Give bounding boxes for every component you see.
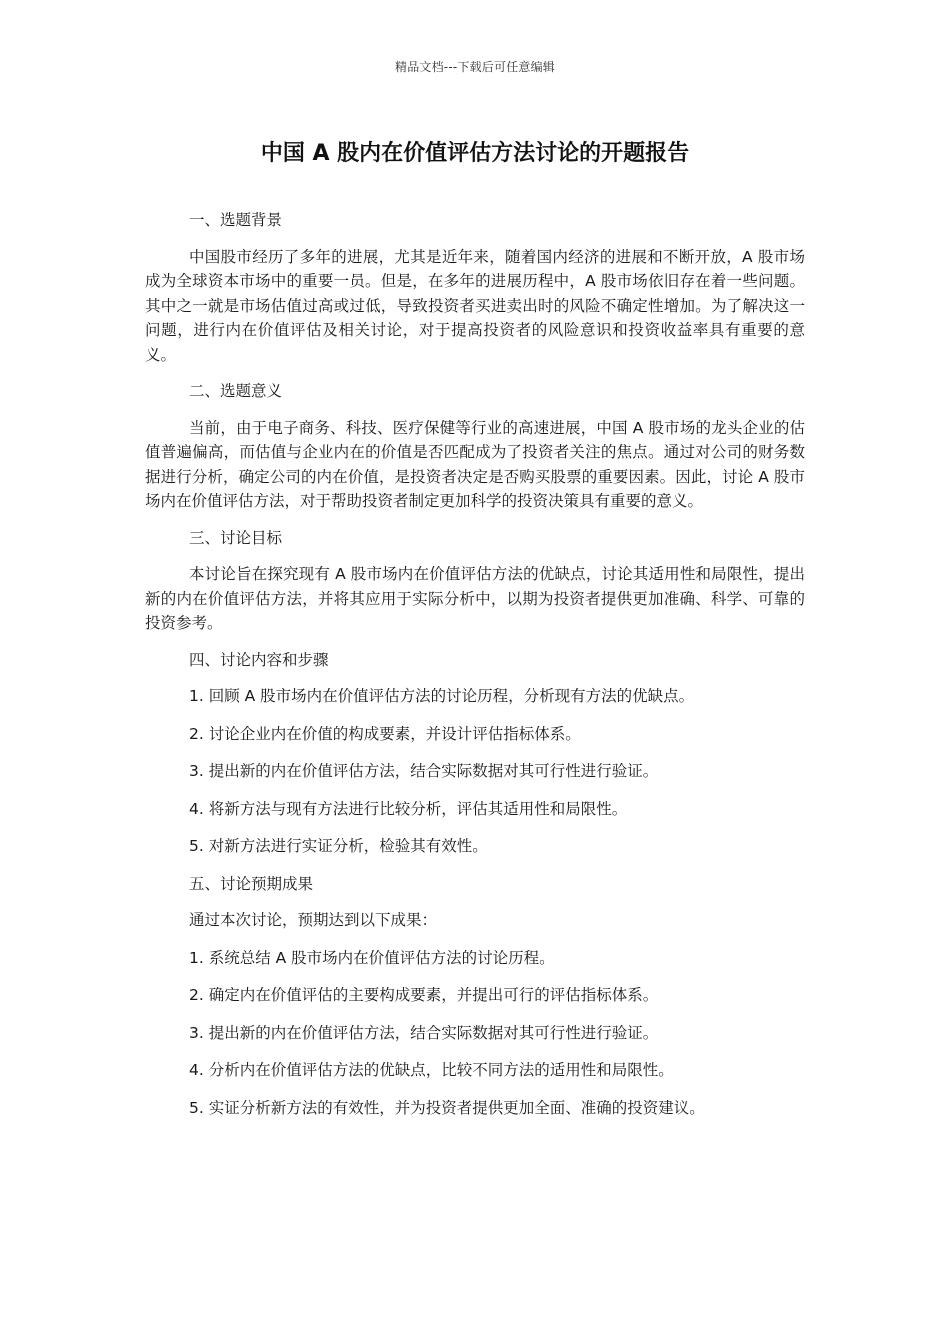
- section-heading-expected-results: 五、讨论预期成果: [189, 874, 314, 893]
- document-title: 中国 A 股内在价值评估方法讨论的开题报告: [260, 141, 690, 166]
- section-heading-significance: 二、选题意义: [189, 382, 283, 400]
- section-intro-expected-results: 通过本次讨论，预期达到以下成果：: [189, 911, 438, 929]
- list-item: 1. 回顾 A 股市场内在价值评估方法的讨论历程，分析现有方法的优缺点。: [189, 687, 695, 705]
- section-heading-background: 一、选题背景: [189, 211, 283, 229]
- list-item: 4. 分析内在价值评估方法的优缺点，比较不同方法的适用性和局限性。: [189, 1061, 674, 1079]
- list-item: 4. 将新方法与现有方法进行比较分析，评估其适用性和局限性。: [189, 799, 628, 818]
- list-item: 3. 提出新的内在价值评估方法，结合实际数据对其可行性进行验证。: [189, 762, 659, 780]
- section-paragraph-objectives: 本讨论旨在探究现有 A 股市场内在价值评估方法的优缺点，讨论其适用性和局限性，提出新的内在价值评估方法，并将其应用于实际分析中，以期为投资者提供更加准确、科学、可靠的投资参考。: [145, 565, 805, 632]
- list-item: 1. 系统总结 A 股市场内在价值评估方法的讨论历程。: [189, 948, 555, 967]
- section-heading-objectives: 三、讨论目标: [189, 528, 283, 547]
- list-item: 2. 讨论企业内在价值的构成要素，并设计评估指标体系。: [189, 724, 581, 743]
- document-body: [145, 208, 805, 1133]
- section-heading-content-steps: 四、讨论内容和步骤: [189, 650, 329, 669]
- list-item: 2. 确定内在价值评估的主要构成要素，并提出可行的评估指标体系。: [189, 986, 659, 1004]
- list-item: 3. 提出新的内在价值评估方法，结合实际数据对其可行性进行验证。: [189, 1023, 659, 1042]
- section-paragraph-significance: 当前，由于电子商务、科技、医疗保健等行业的高速进展，中国 A 股市场的龙头企业的估值普遍偏高，而估值与企业内在的价值是否匹配成为了投资者关注的焦点。通过对公司的财务数据进行分析，确定公司的内在价值，是投资者决定是否购买股票的重要因素。因此，讨论 A 股市场内在价值评估方法，对于帮助投资者制定更加科学的投资决策具有重要的意义。: [145, 418, 805, 510]
- list-item: 5. 对新方法进行实证分析，检验其有效性。: [189, 837, 488, 855]
- section-paragraph-background: 中国股市经历了多年的进展，尤其是近年来，随着国内经济的进展和不断开放，A 股市场成为全球资本市场中的重要一员。但是，在多年的进展历程中，A 股市场依旧存在着一些问题。其中之一就是市场估值过高或过低，导致投资者买进卖出时的风险不确定性增加。为了解决这一问题，进行内在价值评估及相关讨论，对于提高投资者的风险意识和投资收益率具有重要的意义。: [145, 247, 805, 364]
- list-item: 5. 实证分析新方法的有效性，并为投资者提供更加全面、准确的投资建议。: [189, 1098, 705, 1117]
- header-note: 精品文档---下载后可任意编辑: [395, 60, 555, 74]
